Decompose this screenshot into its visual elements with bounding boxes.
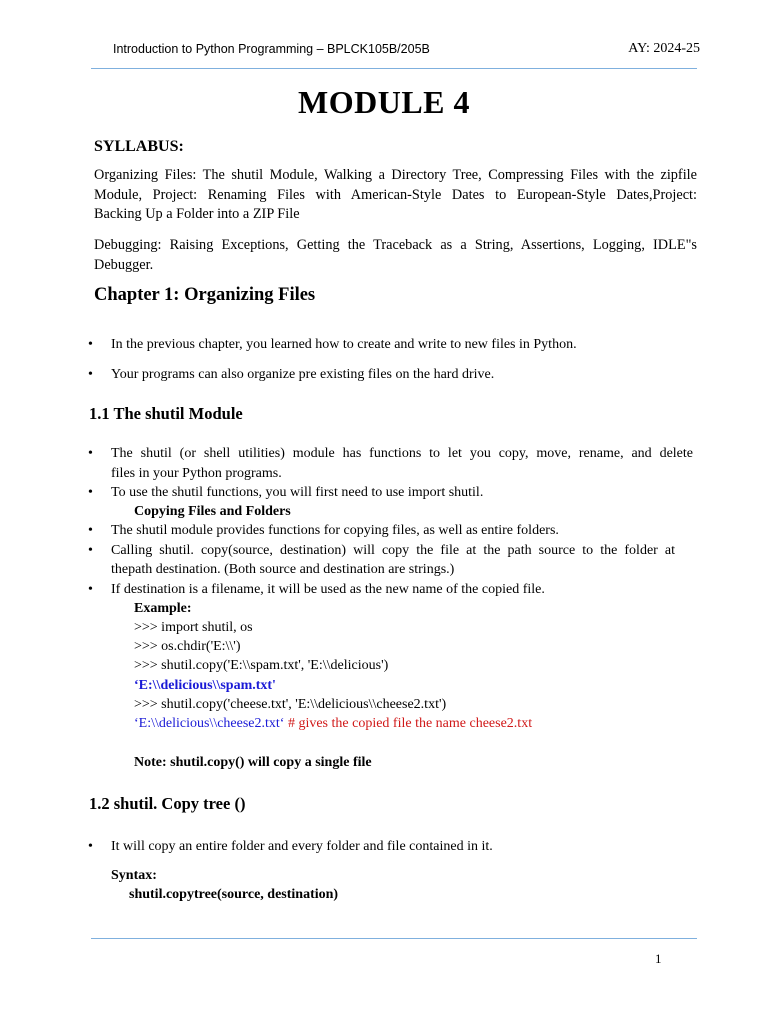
bullet-icon: • (88, 446, 93, 461)
syntax-code: shutil.copytree(source, destination) (129, 887, 339, 902)
code-line: >>> shutil.copy('cheese.txt', 'E:\\delicious\\cheese2.txt') (134, 697, 447, 712)
page-number: 1 (655, 951, 662, 966)
header-course: Introduction to Python Programming – BPLCK105B/205B (113, 42, 430, 56)
header-year: AY: 2024-25 (628, 41, 700, 56)
code-line: >>> shutil.copy('E:\\spam.txt', 'E:\\delicious') (134, 658, 389, 673)
syllabus-heading: SYLLABUS: (94, 138, 184, 155)
chapter-bullet-1: In the previous chapter, you learned how to create and write to new files in Python. (111, 337, 577, 352)
section-1-bullet-1-line-2: files in your Python programs. (111, 466, 282, 481)
bullet-icon: • (88, 582, 93, 597)
code-line: >>> os.chdir('E:\\') (134, 639, 241, 654)
syllabus-p1-line: Module, Project: Renaming Files with American-Style Dates to European-Style Dates,Project: (94, 186, 697, 203)
syllabus-p2-line: Debugging: Raising Exceptions, Getting the Traceback as a String, Assertions, Logging, IDLE"s (94, 237, 697, 253)
syllabus-paragraph-2 (94, 236, 697, 275)
section-1-bullet-1-line-1: The shutil (or shell utilities) module has functions to let you copy, move, rename, and delete (111, 446, 693, 461)
page-title: MODULE 4 (298, 84, 470, 120)
code-output: ‘E:\\delicious\\cheese2.txt‘ (134, 716, 285, 731)
code-output-line (134, 716, 532, 732)
section-1-bullet-5: If destination is a filename, it will be used as the new name of the copied file. (111, 582, 545, 597)
chapter-heading: Chapter 1: Organizing Files (94, 285, 316, 305)
section-1-bullet-4-line-1: Calling shutil. copy(source, destination) will copy the file at the path source to the folder at (111, 543, 675, 558)
code-comment: # gives the copied file the name cheese2.txt (284, 716, 533, 731)
syntax-label: Syntax: (111, 868, 157, 883)
syllabus-p1-line: Backing Up a Folder into a ZIP File (94, 206, 300, 222)
bullet-icon: • (88, 367, 93, 382)
section-1-bullet-4-line-2: thepath destination. (Both source and destination are strings.) (111, 562, 455, 577)
bullet-icon: • (88, 543, 93, 558)
bullet-icon: • (88, 839, 93, 854)
code-output: ‘E:\\delicious\\spam.txt' (134, 678, 276, 693)
footer-rule (91, 938, 697, 939)
example-label: Example: (134, 601, 192, 616)
syllabus-p1-line: Organizing Files: The shutil Module, Walking a Directory Tree, Compressing Files with the zipfile (94, 167, 697, 183)
header-rule (91, 68, 697, 69)
section-2-heading: 1.2 shutil. Copy tree () (89, 794, 246, 813)
section-2-bullet-1: It will copy an entire folder and every folder and file contained in it. (111, 839, 493, 854)
copying-files-subheading: Copying Files and Folders (134, 504, 291, 519)
bullet-icon: • (88, 485, 93, 500)
section-1-bullet-2: To use the shutil functions, you will first need to use import shutil. (111, 485, 484, 500)
code-line: >>> import shutil, os (134, 620, 253, 635)
syllabus-paragraph-1 (94, 166, 697, 225)
chapter-bullet-2: Your programs can also organize pre existing files on the hard drive. (111, 367, 495, 382)
bullet-icon: • (88, 523, 93, 538)
syllabus-p2-line: Debugger. (94, 256, 154, 273)
section-1-heading: 1.1 The shutil Module (89, 404, 243, 423)
note: Note: shutil.copy() will copy a single file (134, 755, 372, 770)
bullet-icon: • (88, 337, 93, 352)
section-1-bullet-3: The shutil module provides functions for copying files, as well as entire folders. (111, 523, 559, 538)
